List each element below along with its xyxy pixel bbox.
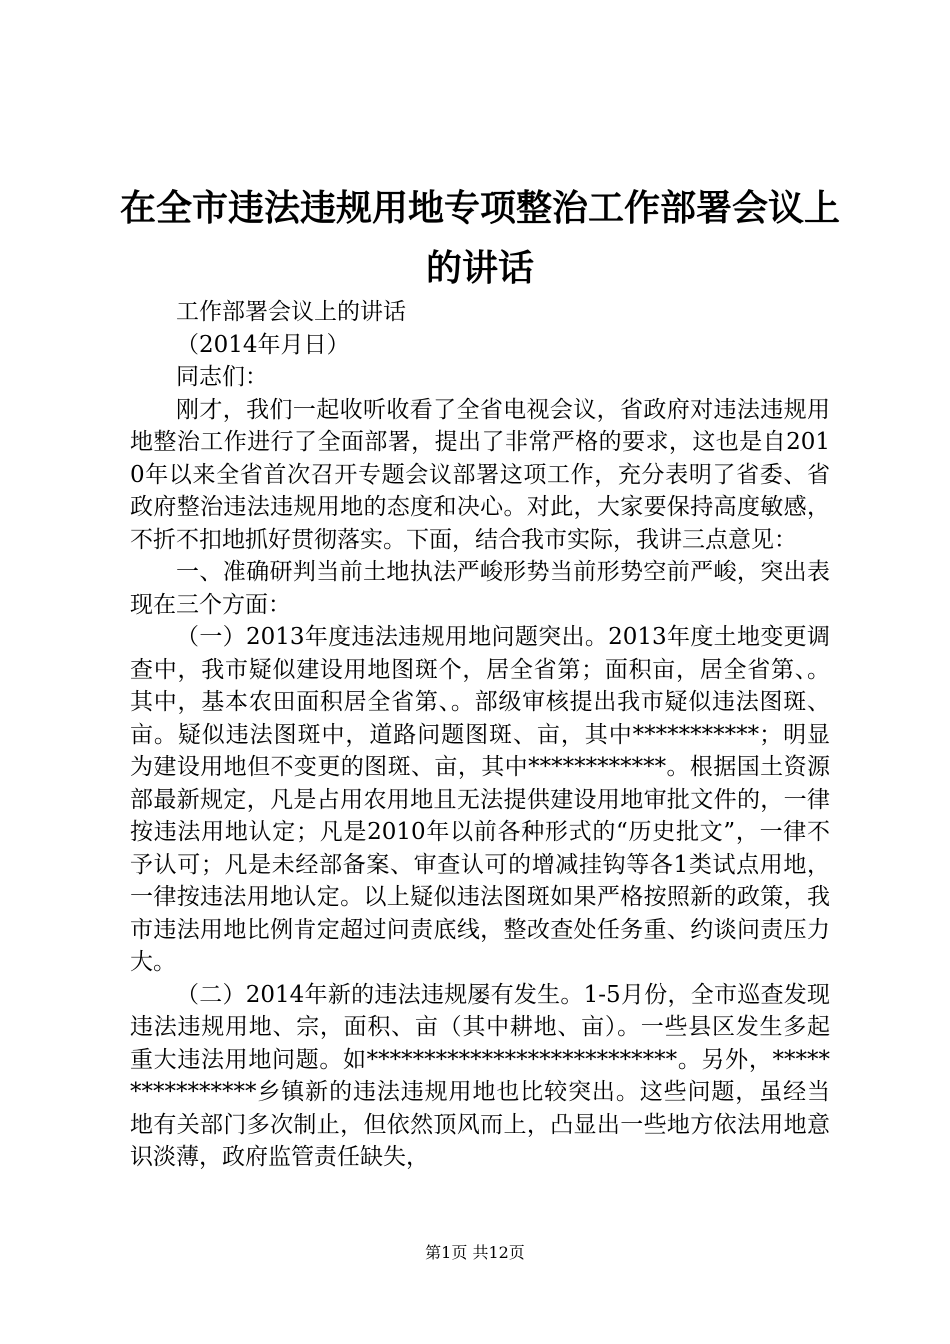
date-line: （2014年月日）	[176, 331, 350, 358]
section-heading-1: 一、准确研判当前土地执法严峻形势当前形势空前严峻，突出表现在三个方面：	[130, 559, 830, 618]
paragraph-2014-issues: （二）2014年新的违法违规屡有发生。1-5月份，全市巡查发现违法违规用地、宗，面积、亩（其中耕地、亩）。一些县区发生多起重大违法用地问题。如***************************。另外，****************乡镇新的违法违规用地也比较突出。这些问题，虽经当地有关部门多次制止，但依然顶风而上，凸显出一些地方依法用地意识淡薄，政府监管责任缺失，	[130, 981, 830, 1170]
subtitle-line: 工作部署会议上的讲话	[176, 299, 406, 325]
paragraph-2013-issues: （一）2013年度违法违规用地问题突出。2013年度土地变更调查中，我市疑似建设用地图斑个，居全省第；面积亩，居全省第、。其中，基本农田面积居全省第、。部级审核提出我市疑似违法图斑、亩。疑似违法图斑中，道路问题图斑、亩，其中***********；明显为建设用地但不变更的图斑、亩，其中************。根据国土资源部最新规定，凡是占用农用地且无法提供建设用地审批文件的，一律按违法用地认定；凡是2010年以前各种形式的“历史批文”，一律不予认可；凡是未经部备案、审查认可的增减挂钩等各1类试点用地，一律按违法用地认定。以上疑似违法图斑如果严格按照新的政策，我市违法用地比例肯定超过问责底线，整改查处任务重、约谈问责压力大。	[130, 624, 830, 975]
salutation: 同志们：	[176, 364, 268, 390]
page-number-footer: 第1页 共12页	[425, 1243, 525, 1262]
document-body	[130, 296, 830, 1174]
intro-paragraph: 刚才，我们一起收听收看了全省电视会议，省政府对违法违规用地整治工作进行了全面部署，提出了非常严格的要求，这也是自2010年以来全省首次召开专题会议部署这项工作，充分表明了省委、省政府整治违法违规用地的态度和决心。对此，大家要保持高度敏感，不折不扣地抓好贯彻落实。下面，结合我市实际，我讲三点意见：	[130, 396, 830, 553]
document-title: 在全市违法违规用地专项整治工作部署会议上的讲话	[119, 187, 840, 289]
